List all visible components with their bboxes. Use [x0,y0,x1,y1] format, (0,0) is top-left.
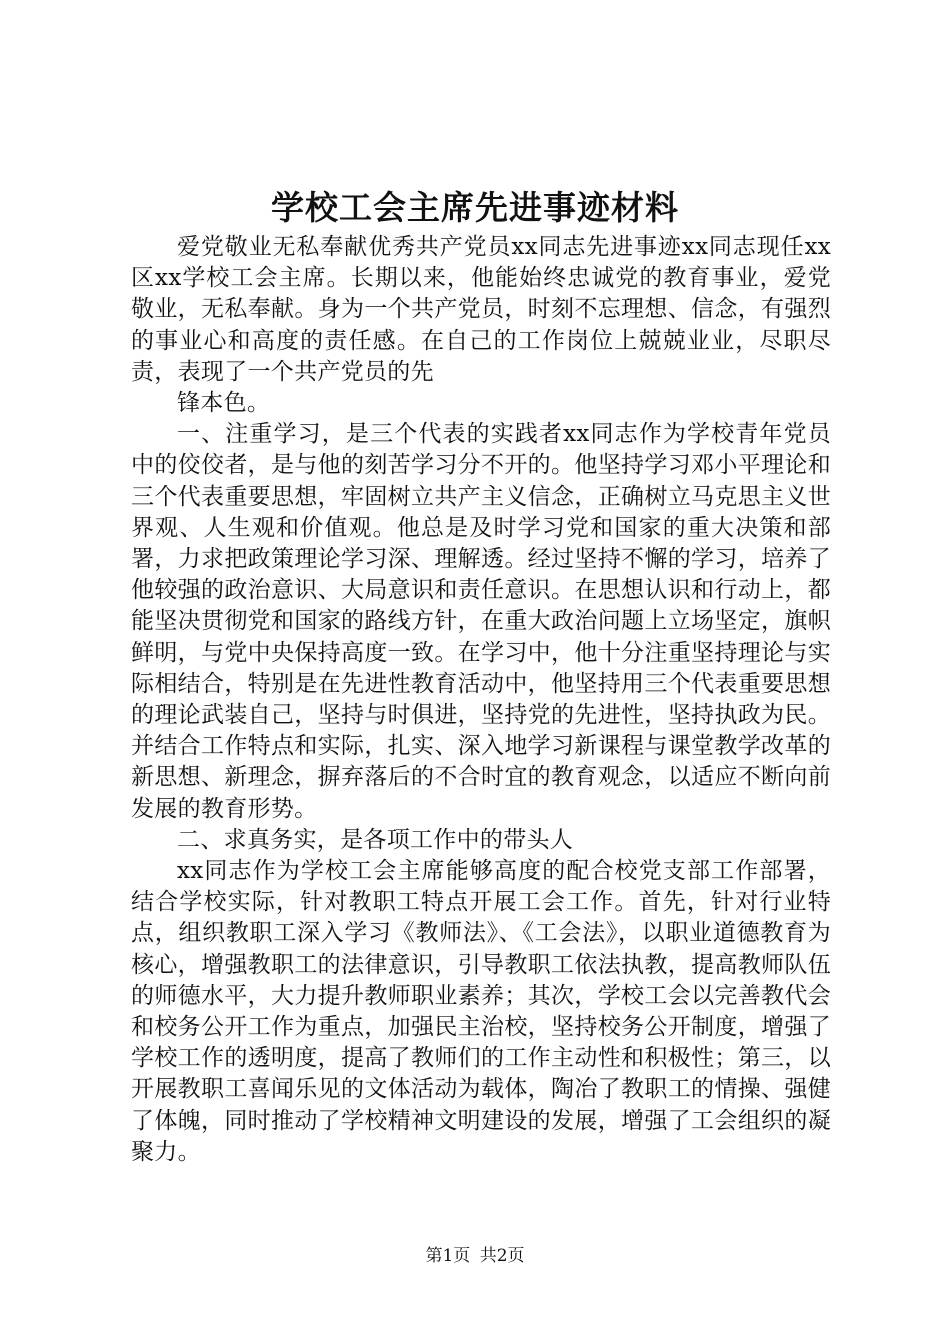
page-number: 第1页 [425,1246,471,1266]
paragraph-intro-continued: 锋本色。 [177,390,271,417]
paragraph-section-one: 一、注重学习，是三个代表的实践者xx同志作为学校青年党员中的佼佼者，是与他的刻苦学习分不开的。他坚持学习邓小平理论和三个代表重要思想，牢固树立共产主义信念，正确树立马克思主义世界观、人生观和价值观。他总是及时学习党和国家的重大决策和部署，力求把政策理论学习深、理解透。经过坚持不懈的学习，培养了他较强的政治意识、大局意识和责任意识。在思想认识和行动上，都能坚决贯彻党和国家的路线方针，在重大政治问题上立场坚定，旗帜鲜明，与党中央保持高度一致。在学习中，他十分注重坚持理论与实际相结合，特别是在先进性教育活动中，他坚持用三个代表重要思想的理论武装自己，坚持与时俱进，坚持党的先进性，坚持执政为民。并结合工作特点和实际，扎实、深入地学习新课程与课堂教学改革的新思想、新理念，摒弃落后的不合时宜的教育观念，以适应不断向前发展的教育形势。 [131,421,831,822]
document-body [131,232,831,1168]
paragraph-section-two: xx同志作为学校工会主席能够高度的配合校党支部工作部署，结合学校实际，针对教职工特点开展工会工作。首先，针对行业特点，组织教职工深入学习《教师法》、《工会法》，以职业道德教育为核心，增强教职工的法律意识，引导教职工依法执教，提高教师队伍的师德水平，大力提升教师职业素养；其次，学校工会以完善教代会和校务公开工作为重点，加强民主治校，坚持校务公开制度，增强了学校工作的透明度，提高了教师们的工作主动性和积极性；第三，以开展教职工喜闻乐见的文体活动为载体，陶冶了教职工的情操、强健了体魄，同时推动了学校精神文明建设的发展，增强了工会组织的凝聚力。 [131,858,831,1165]
paragraph-intro: 爱党敬业无私奉献优秀共产党员xx同志先进事迹xx同志现任xx区xx学校工会主席。长期以来，他能始终忠诚党的教育事业，爱党敬业，无私奉献。身为一个共产党员，时刻不忘理想、信念，有强烈的事业心和高度的责任感。在自己的工作岗位上兢兢业业，尽职尽责，表现了一个共产党员的先 [131,234,831,385]
page-footer [0,1245,950,1267]
document-title: 学校工会主席先进事迹材料 [271,188,679,227]
page-total: 共2页 [479,1246,525,1266]
section-two-heading: 二、求真务实，是各项工作中的带头人 [177,826,574,853]
